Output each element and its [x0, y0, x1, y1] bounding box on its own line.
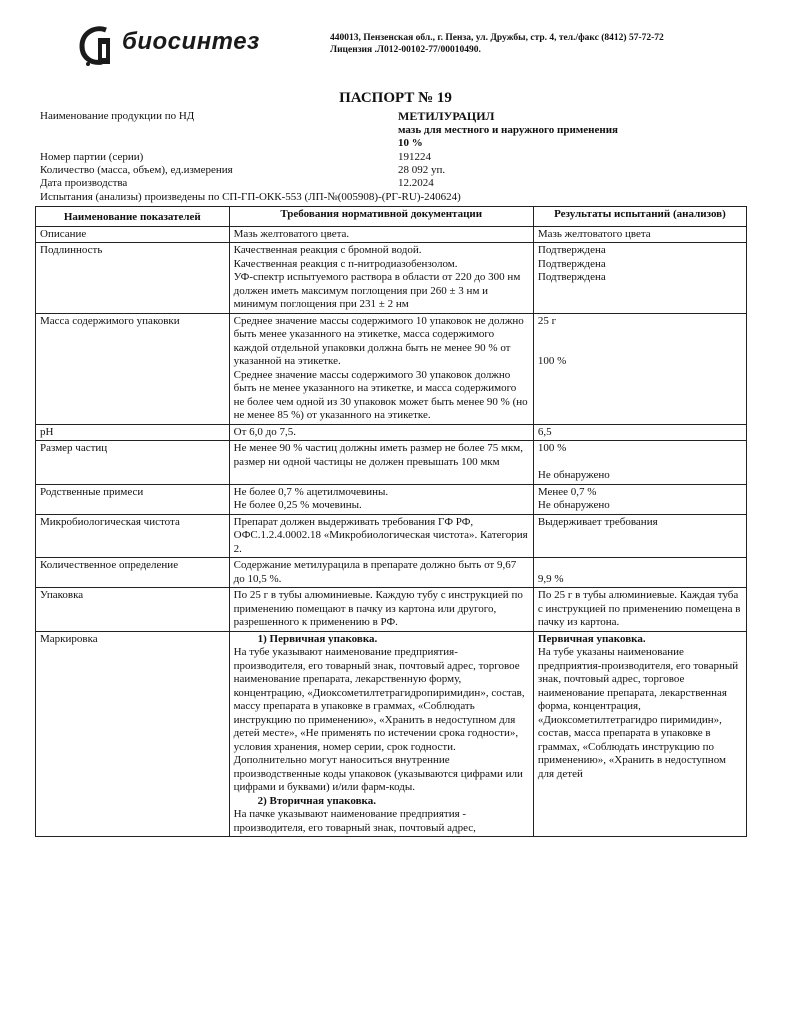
- table-row: [36, 441, 747, 485]
- row-requirement: Не менее 90 % частиц должны иметь размер не более 75 мкм, размер ни одной частицы не должен превышать 100 мкм: [229, 441, 533, 485]
- row-result: 25 г 100 %: [533, 313, 746, 424]
- row-requirement: Не более 0,7 % ацетилмочевины. Не более 0,25 % мочевины.: [229, 484, 533, 514]
- batch-value: 191224: [398, 151, 431, 163]
- row-name: Микробиологическая чистота: [36, 514, 230, 558]
- company-details: [330, 32, 770, 56]
- quantity-value: 28 092 уп.: [398, 164, 446, 176]
- row-name: Масса содержимого упаковки: [36, 313, 230, 424]
- header-requirements: Требования нормативной документации: [229, 207, 533, 227]
- row-result: Мазь желтоватого цвета: [533, 226, 746, 243]
- row-name: pH: [36, 424, 230, 441]
- row-requirement: От 6,0 до 7,5.: [229, 424, 533, 441]
- row-result: По 25 г в тубы алюминиевые. Каждая туба с инструкцией по применению помещена в пачку из картона.: [533, 588, 746, 632]
- product-concentration: 10 %: [398, 137, 423, 149]
- row-result: 100 % Не обнаружено: [533, 441, 746, 485]
- company-address: 440013, Пензенская обл., г. Пенза, ул. Дружбы, стр. 4, тел./факс (8412) 57-72-72: [330, 33, 664, 43]
- row-name: Родственные примеси: [36, 484, 230, 514]
- row-name: Маркировка: [36, 631, 230, 837]
- row-name: Упаковка: [36, 588, 230, 632]
- row-requirement: Среднее значение массы содержимого 10 упаковок не должно быть менее указанного на этикетке, масса содержимого каждой отдельной упаковки должна быть не менее 90 % от указанной на этикетке. Среднее значение массы содержимого 30 упаковок должно быть не менее указанного на этикетке, и масса содержимого не более чем одной из 30 упаковок может быть менее 90 % (но не менее 85 %) от указанного на этикетке.: [229, 313, 533, 424]
- row-result: 6,5: [533, 424, 746, 441]
- row-name: Описание: [36, 226, 230, 243]
- row-name: Количественное определение: [36, 558, 230, 588]
- row-name: Подлинность: [36, 243, 230, 314]
- table-row: [36, 484, 747, 514]
- logo-text: биосинтез: [122, 28, 260, 55]
- row-requirement: Качественная реакция с бромной водой. Качественная реакция с п-нитродиазобензолом. УФ-спектр испытуемого раствора в области от 220 до 300 нм должен иметь максимум поглощения при 260 ± 3 нм и минимум поглощения при 231 ± 2 нм: [229, 243, 533, 314]
- date-value: 12.2024: [398, 177, 434, 189]
- batch-label: Номер партии (серии): [40, 151, 144, 163]
- row-requirement: По 25 г в тубы алюминиевые. Каждую тубу с инструкцией по применению помещают в пачку из картона или другого, разрешенного к применению в РФ.: [229, 588, 533, 632]
- product-label: Наименование продукции по НД: [40, 110, 195, 122]
- header-indicator: Наименование показателей: [36, 207, 230, 227]
- company-logo: [76, 24, 260, 68]
- table-row: [36, 226, 747, 243]
- row-requirement: Содержание метилурацила в препарате должно быть от 9,67 до 10,5 %.: [229, 558, 533, 588]
- row-result: Первичная упаковка. На тубе указаны наименование предприятия-производителя, его товарный знак, почтовый адрес, торговое наименование препарата, лекарственная форма, концентрация, «Диоксометилтетрагидро пиримидин», состав, масса препарата в упаковке в граммах, «Соблюдать инструкцию по применению», «Хранить в недоступном для детей: [533, 631, 746, 837]
- company-license: Лицензия .Л012-00102-77/00010490.: [330, 45, 481, 55]
- tests-reference: Испытания (анализы) произведены по СП-ГП-ОКК-553 (ЛП-№(005908)-(РГ-RU)-240624): [40, 191, 461, 203]
- passport-title: ПАСПОРТ № 19: [339, 90, 452, 106]
- date-label: Дата производства: [40, 177, 128, 189]
- table-row: [36, 588, 747, 632]
- product-form: мазь для местного и наружного применения: [398, 124, 618, 136]
- specification-table: [35, 206, 747, 837]
- table-row: [36, 313, 747, 424]
- biosintez-logo-icon: [76, 24, 116, 68]
- table-row: [36, 243, 747, 314]
- table-header-row: [36, 207, 747, 227]
- row-result: Выдерживает требования: [533, 514, 746, 558]
- row-result: Менее 0,7 % Не обнаружено: [533, 484, 746, 514]
- table-row: [36, 558, 747, 588]
- table-row: [36, 424, 747, 441]
- row-result: 9,9 %: [533, 558, 746, 588]
- product-name: МЕТИЛУРАЦИЛ: [398, 109, 495, 123]
- row-requirement: Мазь желтоватого цвета.: [229, 226, 533, 243]
- quantity-label: Количество (масса, объем), ед.измерения: [40, 164, 233, 176]
- row-name: Размер частиц: [36, 441, 230, 485]
- row-requirement: 1) Первичная упаковка. На тубе указывают наименование предприятия-производителя, его товарный знак, почтовый адрес, торговое наименование препарата, лекарственную форму, концентрацию, «Диоксометилтетрагидропиримидин», состав, массу препарата в упаковке в граммах, «Соблюдать инструкцию по применению», «Хранить в недоступном для детей месте», «Не применять по истечении срока годности», условия хранения, номер серии, срок годности. Дополнительно могут наноситься внутренние производственные коды упаковок (указываются цифрами или цифрами и буквами) и/или фарм-коды. 2) Вторичная упаковка. На пачке указывают наименование предприятия - производителя, его товарный знак, почтовый адрес,: [229, 631, 533, 837]
- table-row: [36, 631, 747, 837]
- table-row: [36, 514, 747, 558]
- row-result: Подтверждена Подтверждена Подтверждена: [533, 243, 746, 314]
- row-requirement: Препарат должен выдерживать требования ГФ РФ, ОФС.1.2.4.0002.18 «Микробиологическая чистота». Категория 2.: [229, 514, 533, 558]
- header-results: Результаты испытаний (анализов): [533, 207, 746, 227]
